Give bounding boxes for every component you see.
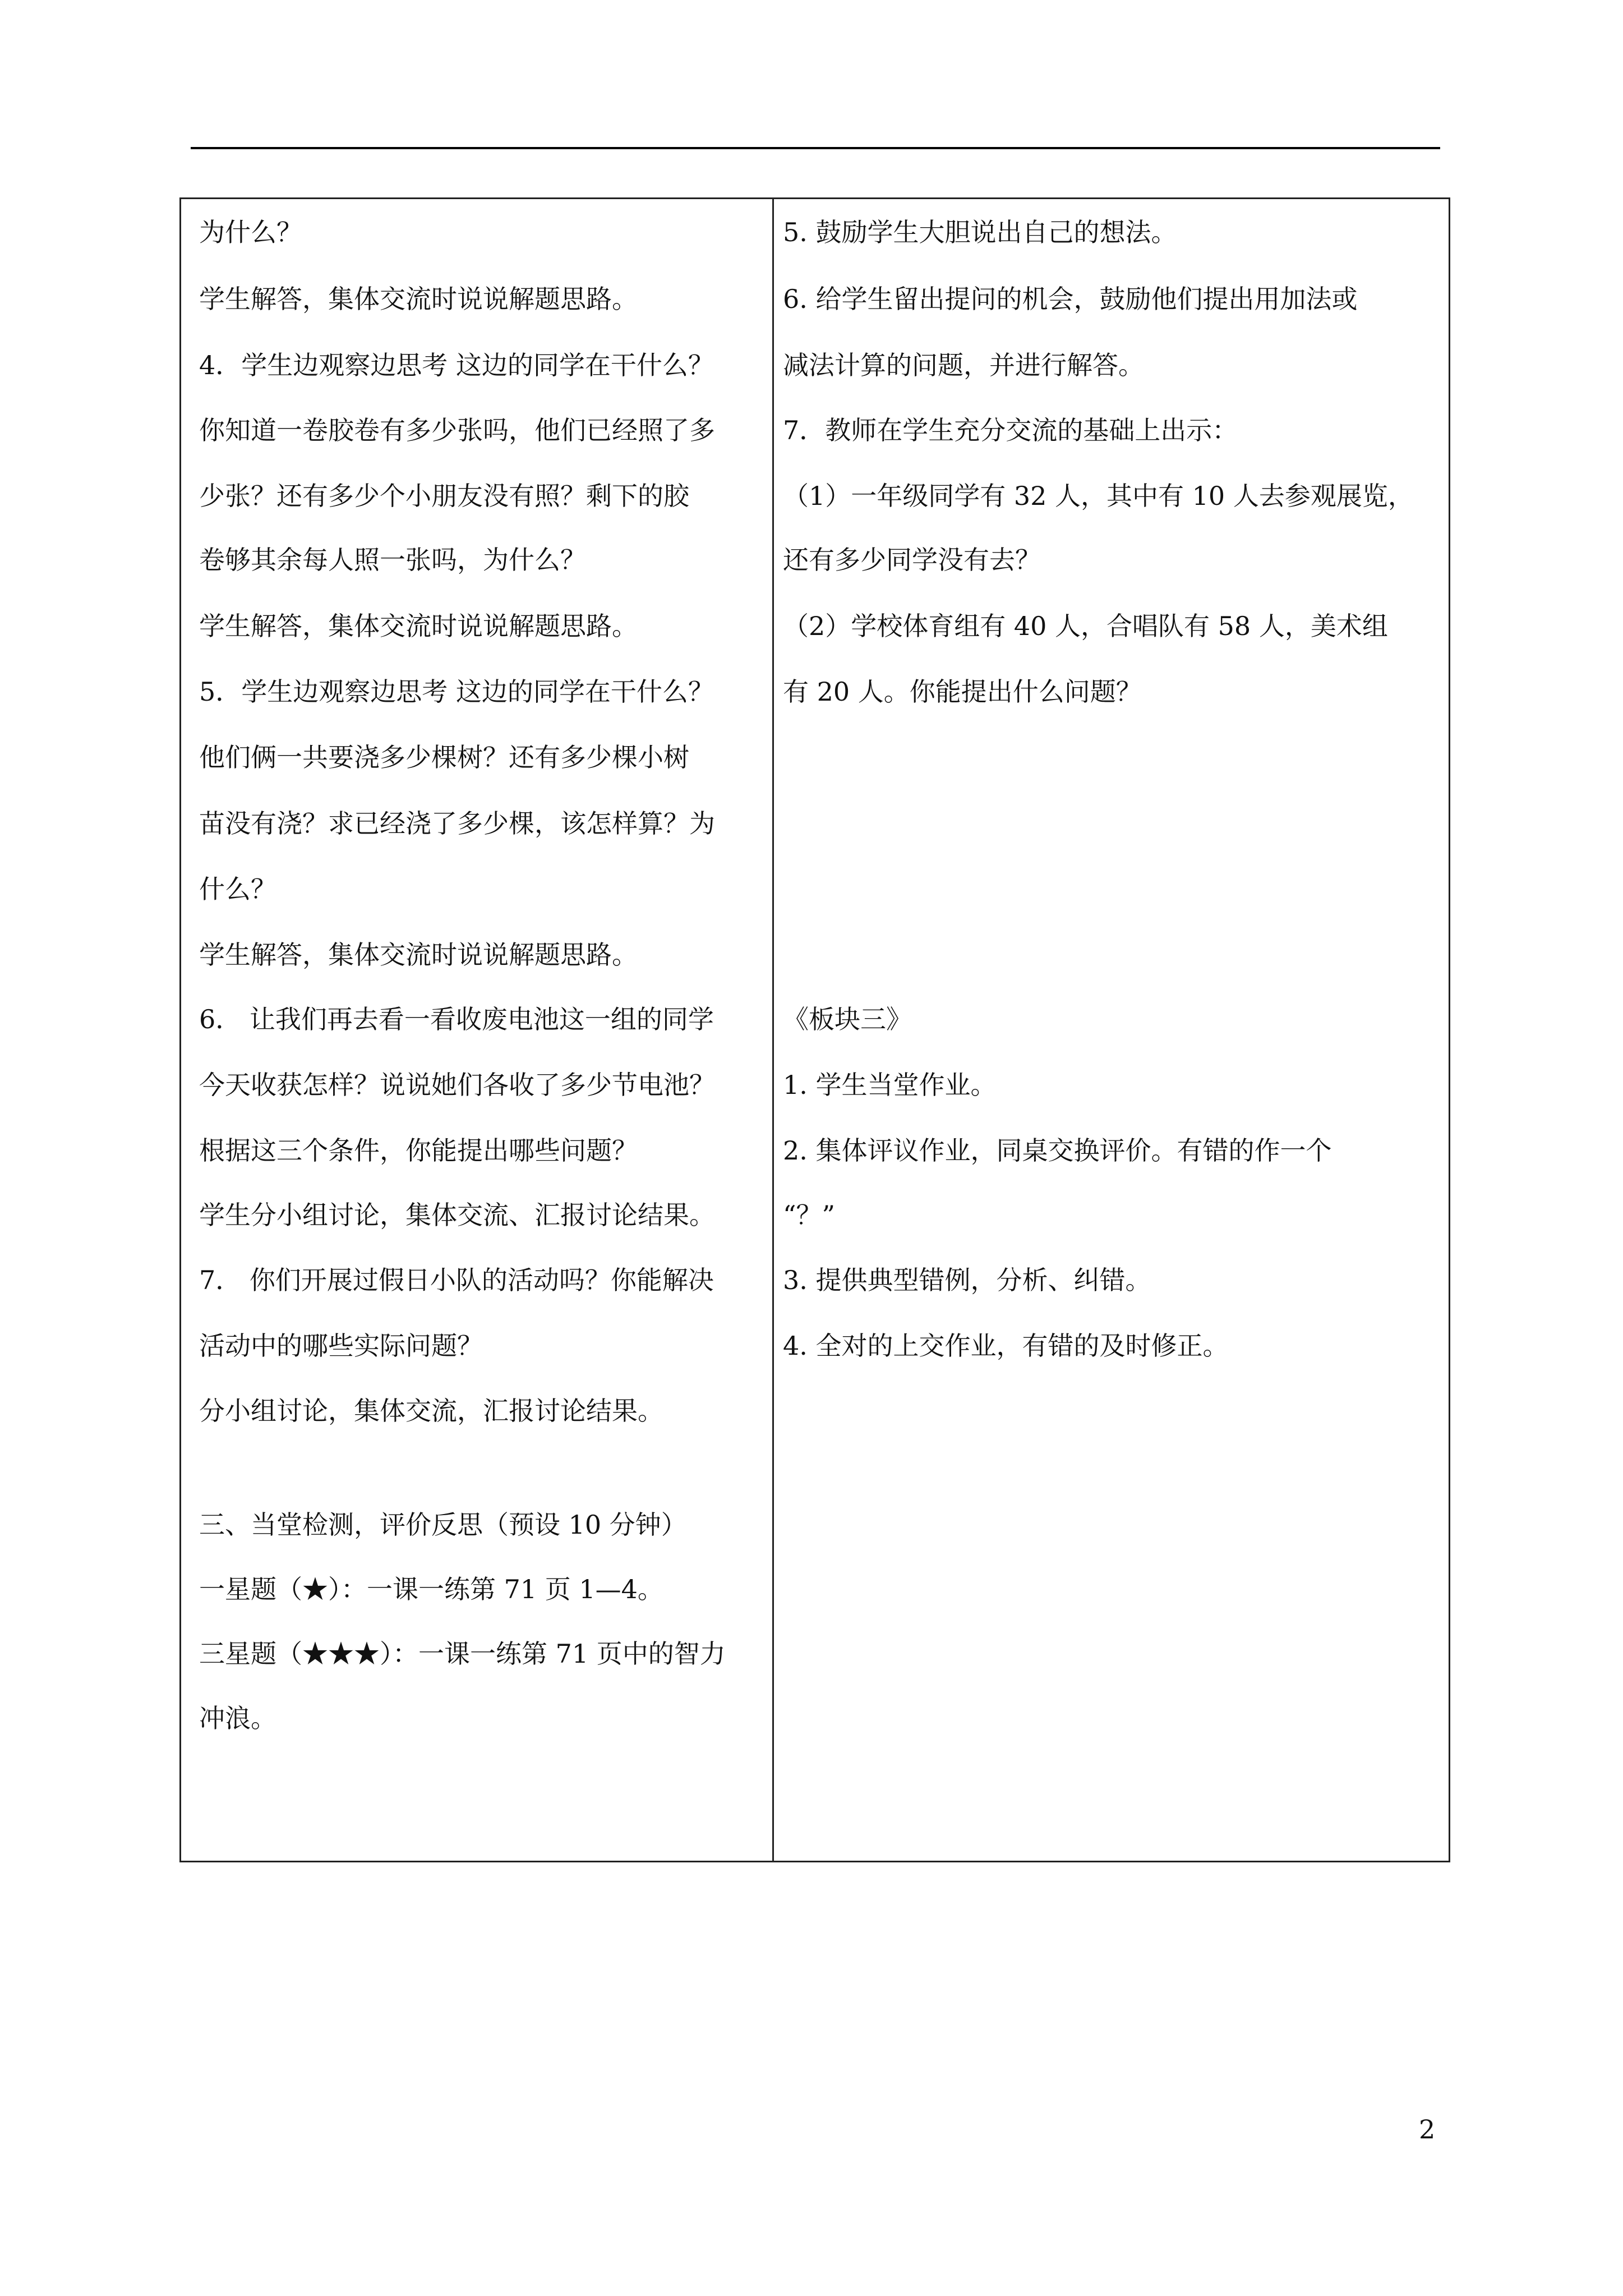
left-line: 他们俩一共要浇多少棵树？还有多少棵小树 [199,742,689,772]
right-line: （1）一年级同学有 32 人，其中有 10 人去参观展览， [783,481,1414,511]
left-line: 分小组讨论，集体交流，汇报讨论结果。 [199,1396,663,1426]
right-line: 还有多少同学没有去？ [783,545,1041,575]
left-line: 一星题（★）：一课一练第 71 页 1—4。 [199,1574,663,1604]
right-line: “？” [783,1200,836,1230]
left-line: 今天收获怎样？说说她们各收了多少节电池？ [199,1070,715,1100]
left-line: 学生解答，集体交流时说说解题思路。 [199,611,638,641]
left-line: 学生解答，集体交流时说说解题思路。 [199,284,638,314]
left-line: 三星题（★★★）：一课一练第 71 页中的智力 [199,1639,726,1669]
column-divider [772,199,774,1861]
left-line: 你知道一卷胶卷有多少张吗，他们已经照了多 [199,415,715,445]
right-line: 1. 学生当堂作业。 [783,1070,997,1100]
right-line: （2）学校体育组有 40 人，合唱队有 58 人，美术组 [783,611,1388,641]
left-line: 7． 你们开展过假日小队的活动吗？你能解决 [199,1265,714,1295]
right-line: 《板块三》 [783,1004,912,1034]
right-line: 有 20 人。你能提出什么问题？ [783,677,1142,707]
left-line: 冲浪。 [199,1703,276,1733]
left-line: 为什么？ [199,217,302,247]
lesson-plan-table [179,197,1450,1862]
right-line: 4. 全对的上交作业，有错的及时修正。 [783,1331,1229,1361]
left-line: 6． 让我们再去看一看收废电池这一组的同学 [199,1004,714,1034]
page-number: 2 [1419,2114,1436,2145]
header-rule [191,147,1440,149]
left-line: 学生分小组讨论，集体交流、汇报讨论结果。 [199,1200,715,1230]
right-line: 3. 提供典型错例，分析、纠错。 [783,1265,1151,1295]
right-line: 7．教师在学生充分交流的基础上出示： [783,415,1238,445]
right-line: 5. 鼓励学生大胆说出自己的想法。 [783,217,1177,247]
left-line: 根据这三个条件，你能提出哪些问题？ [199,1135,638,1166]
left-line: 三、当堂检测，评价反思（预设 10 分钟） [199,1510,687,1540]
left-line: 卷够其余每人照一张吗，为什么？ [199,545,586,575]
left-line: 什么？ [199,874,276,904]
left-line: 学生解答，集体交流时说说解题思路。 [199,940,638,970]
left-line: 少张？还有多少个小朋友没有照？剩下的胶 [199,481,689,511]
left-line: 4．学生边观察边思考 这边的同学在干什么？ [199,350,714,380]
left-line: 苗没有浇？求已经浇了多少棵，该怎样算？为 [199,808,715,839]
right-line: 2. 集体评议作业，同桌交换评价。有错的作一个 [783,1135,1332,1166]
right-line: 减法计算的问题，并进行解答。 [783,350,1144,380]
left-line: 活动中的哪些实际问题？ [199,1331,483,1361]
left-line: 5．学生边观察边思考 这边的同学在干什么？ [199,677,714,707]
right-line: 6. 给学生留出提问的机会，鼓励他们提出用加法或 [783,284,1358,314]
